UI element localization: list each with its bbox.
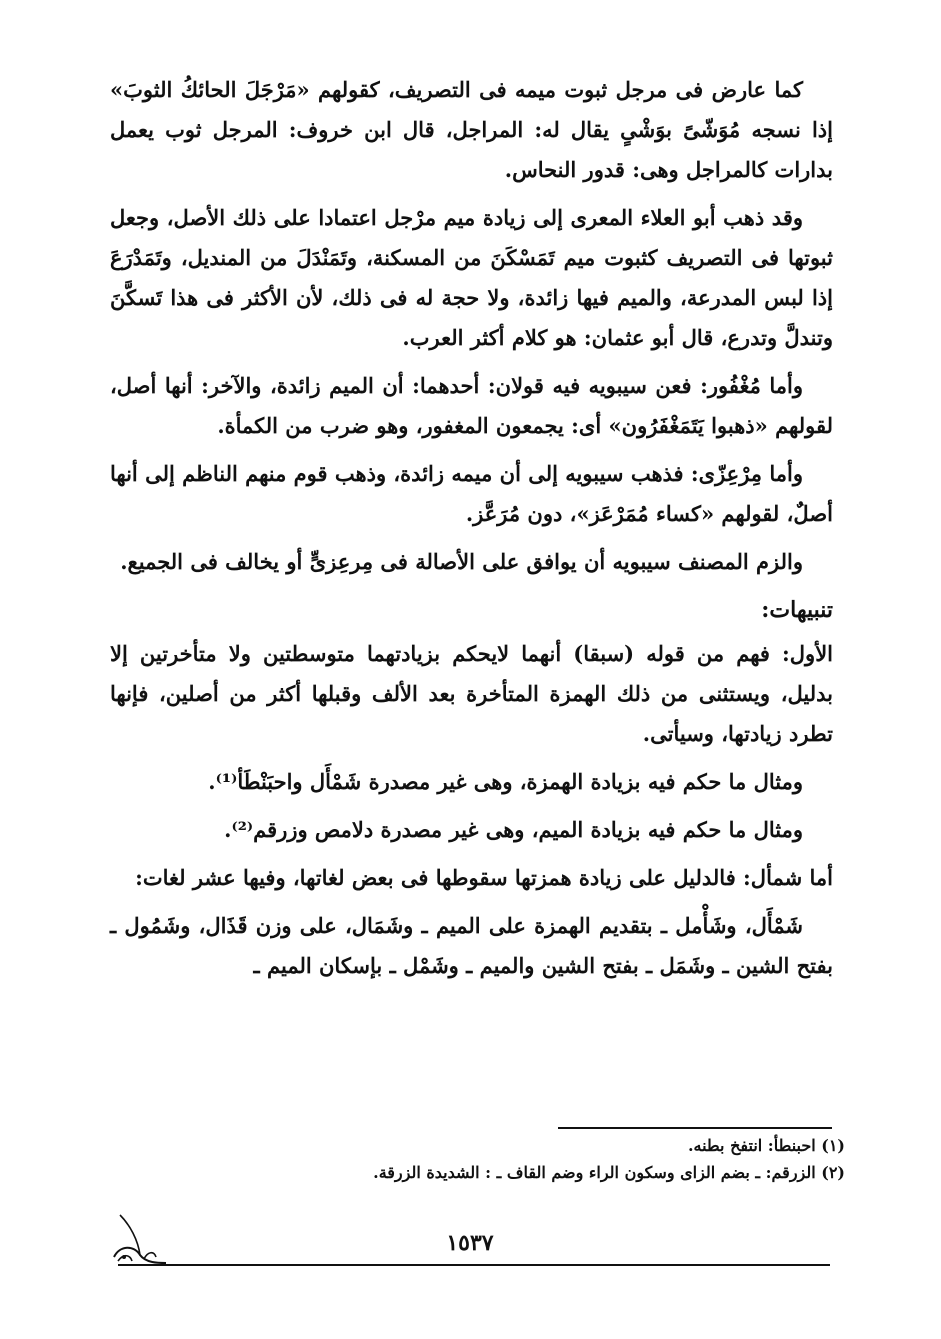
footnote-2: (٢) الزرقم: ـ بضم الزاى وسكون الراء وضم القاف ـ : الشديدة الزرقة. [373, 1163, 845, 1182]
page-number: ١٥٣٧ [446, 1230, 494, 1256]
footnote-1: (١) احبنطأ: انتفخ بطنه. [687, 1136, 845, 1155]
section-heading: تنبيهات: [761, 597, 833, 623]
footnote-separator [558, 1127, 832, 1129]
paragraph-mirjal: كما عارض فى مرجل ثبوت ميمه فى التصريف، كقولهم «مَرْجَلَ الحائكُ الثوبَ» إذا نسجه مُوَشّىً بوَشْىٍ يقال له: المراجل، قال ابن خروف: المرجل ثوب يعمل بدارات كالمراجل وهى: قدور النحاس. [110, 77, 833, 182]
paragraph-abu-alala: وقد ذهب أبو العلاء المعرى إلى زيادة ميم مرْجل اعتمادا على ذلك الأصل، وجعل ثبوتها فى التصريف كثبوت ميم تَمَسْكَنَ من المسكنة، وتَمَنْدَلَ من المنديل، وتَمَدْرَعَ إذا لبس المدرعة، والميم فيها زائدة، ولا حجة له فى ذلك، لأن الأكثر فى هذا تَسكَّنَ وتندلَّ وتدرع، قال أبو عثمان: هو كلام أكثر العرب. [110, 205, 833, 350]
paragraph-shamal-forms: شَمْأَل، وشَأْمل ـ بتقديم الهمزة على الميم ـ وشَمَال، على وزن قَذَال، وشَمُول ـ بفتح الشين ـ وشَمَل ـ بفتح الشين والميم ـ وشَمْل ـ بإسكان الميم ـ [110, 913, 833, 978]
paragraph-mirizza: وأما مِرْعِزّى: فذهب سيبويه إلى أن ميمه زائدة، وذهب قوم منهم الناظم إلى أنها أصلٌ، لقولهم «كساء مُمَرْعَز»، دون مُرَعَّز. [110, 461, 833, 526]
paragraph-sibawayh: والزم المصنف سيبويه أن يوافق على الأصالة فى مِرعِزىٍّ أو يخالف فى الجميع. [120, 549, 803, 574]
paragraph-example-hamza: ومثال ما حكم فيه بزيادة الهمزة، وهى غير مصدرة شَمْأَل واحبَنْطَأ⁽¹⁾. [208, 769, 803, 794]
footnotes [110, 1132, 845, 1186]
bottom-rule [118, 1264, 830, 1266]
first-note-label: الأول: [782, 641, 834, 666]
paragraph-maghfur: وأما مُغْفُور: فعن سيبويه فيه قولان: أحدهما: أن الميم زائدة، والآخر: أنها أصل، لقولهم «ذهبوا يَتَمَغْفَرُون» أى: يجمعون المغفور، وهو ضرب من الكمأة. [110, 373, 833, 438]
paragraph-example-mim: ومثال ما حكم فيه بزيادة الميم، وهى غير مصدرة دلامص وزرقم⁽²⁾. [224, 817, 803, 842]
first-note-text: فهم من قوله (سبقا) أنهما لايحكم بزيادتهما متوسطتين ولا متأخرتين إلا بدليل، ويستثنى من ذلك الهمزة المتأخرة بعد الألف وقبلها أكثر من أصلين، فإنها تطرد زيادتها، وسيأتى. [110, 641, 833, 746]
paragraph-shamal-intro: أما شمأل: فالدليل على زيادة همزتها سقوطها فى بعض لغاتها، وفيها عشر لغات: [135, 865, 833, 890]
paragraph-first-note [110, 634, 833, 754]
flourish-ornament-icon [100, 1205, 170, 1275]
main-text [110, 70, 833, 994]
